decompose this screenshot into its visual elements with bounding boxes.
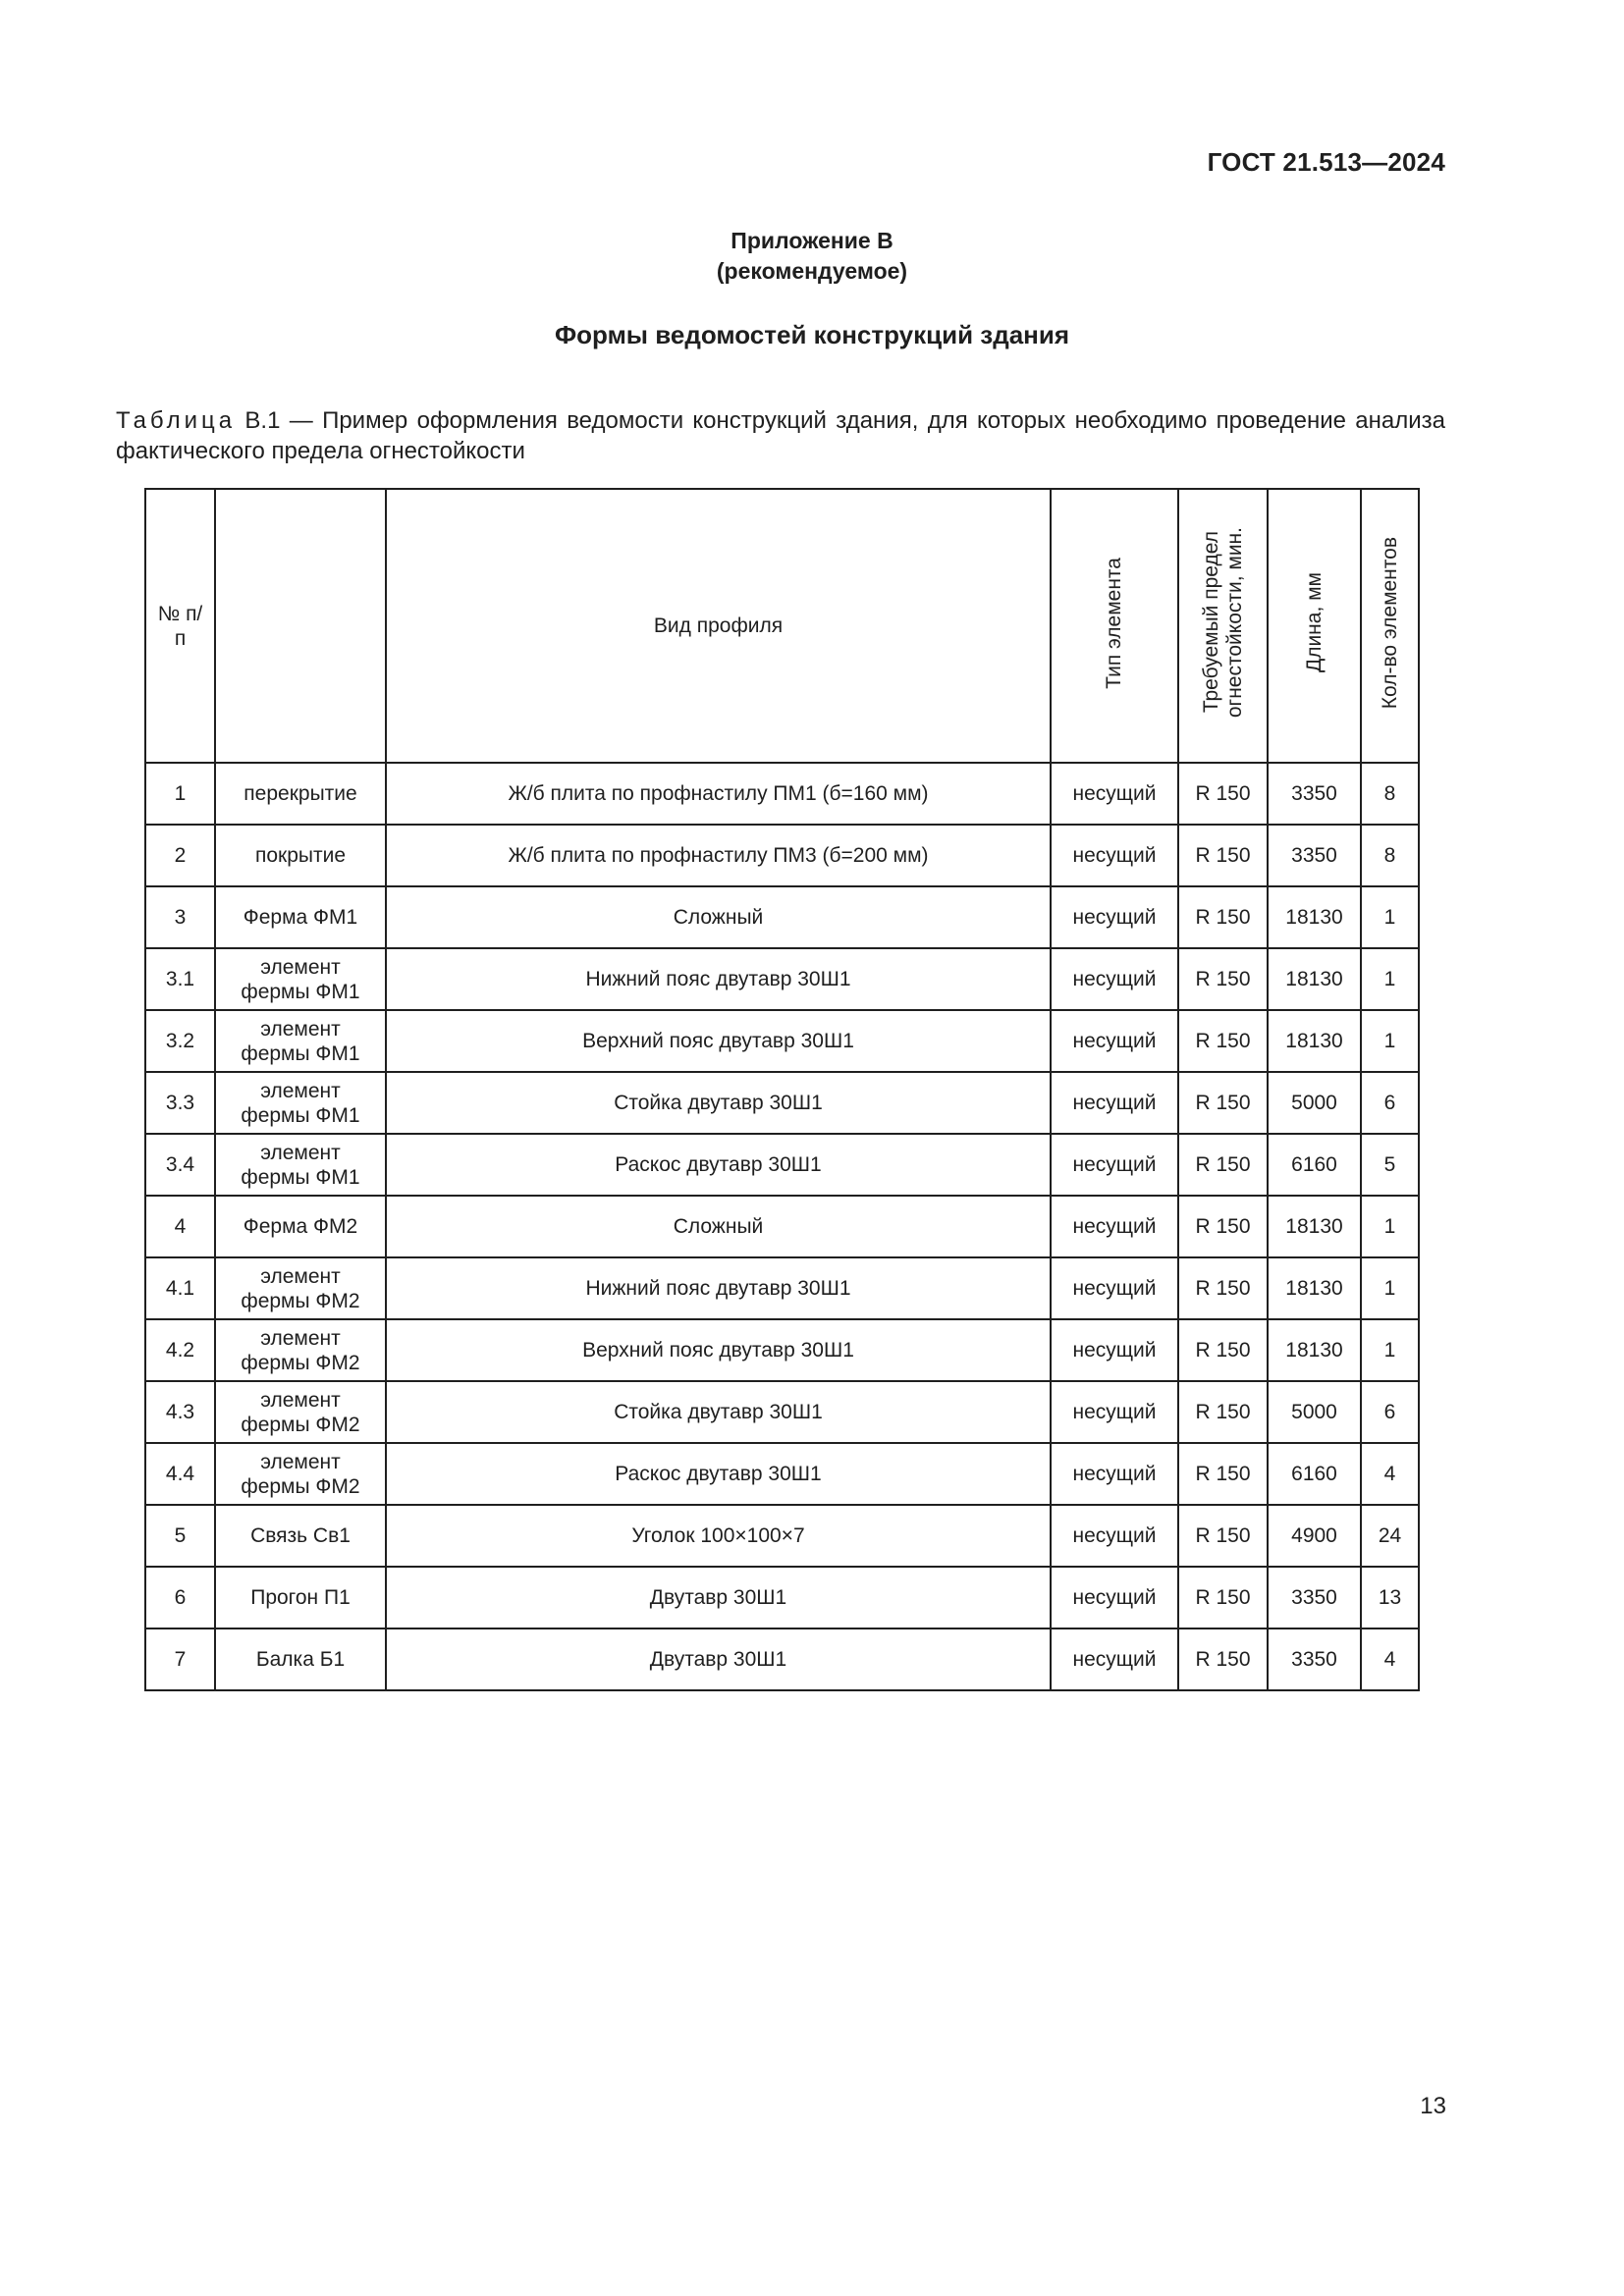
row-profile-cell: Сложный bbox=[386, 886, 1051, 948]
row-fire-limit-cell: R 150 bbox=[1178, 1629, 1268, 1690]
appendix-status: (рекомендуемое) bbox=[716, 258, 908, 284]
header-length bbox=[1268, 489, 1361, 763]
table-row bbox=[145, 1443, 1419, 1505]
row-length-cell: 5000 bbox=[1268, 1072, 1361, 1134]
row-name-cell: элемент фермы ФМ1 bbox=[215, 948, 386, 1010]
row-length-cell: 4900 bbox=[1268, 1505, 1361, 1567]
row-fire-limit-cell: R 150 bbox=[1178, 886, 1268, 948]
row-num-cell: 4 bbox=[145, 1196, 215, 1257]
row-profile-cell: Нижний пояс двутавр 30Ш1 bbox=[386, 1257, 1051, 1319]
table-caption-text: В.1 — Пример оформления ведомости конструкций здания, для которых необходимо проведение анализа фактического предела огнестойкости bbox=[116, 407, 1445, 464]
row-name-cell: покрытие bbox=[215, 825, 386, 886]
row-profile-cell: Верхний пояс двутавр 30Ш1 bbox=[386, 1319, 1051, 1381]
row-count-cell: 4 bbox=[1361, 1629, 1419, 1690]
row-name-cell: Ферма ФМ2 bbox=[215, 1196, 386, 1257]
table-row bbox=[145, 1196, 1419, 1257]
row-type-cell: несущий bbox=[1051, 1319, 1178, 1381]
row-length-cell: 3350 bbox=[1268, 1629, 1361, 1690]
row-profile-cell: Раскос двутавр 30Ш1 bbox=[386, 1134, 1051, 1196]
structures-table bbox=[144, 488, 1420, 1691]
row-num-cell: 3.2 bbox=[145, 1010, 215, 1072]
header-fire-limit-line1: Требуемый предел bbox=[1199, 531, 1222, 715]
row-fire-limit-cell: R 150 bbox=[1178, 1072, 1268, 1134]
row-length-cell: 18130 bbox=[1268, 886, 1361, 948]
row-name-cell: элемент фермы ФМ1 bbox=[215, 1072, 386, 1134]
row-count-cell: 13 bbox=[1361, 1567, 1419, 1629]
row-length-cell: 18130 bbox=[1268, 1319, 1361, 1381]
section-title: Формы ведомостей конструкций здания bbox=[554, 320, 1070, 349]
row-length-cell: 18130 bbox=[1268, 1257, 1361, 1319]
row-name-cell: элемент фермы ФМ2 bbox=[215, 1381, 386, 1443]
row-length-cell: 6160 bbox=[1268, 1443, 1361, 1505]
document-code: ГОСТ 21.513—2024 bbox=[1207, 147, 1445, 177]
header-fire-limit-label bbox=[1200, 527, 1247, 718]
row-num-cell: 7 bbox=[145, 1629, 215, 1690]
row-count-cell: 24 bbox=[1361, 1505, 1419, 1567]
row-fire-limit-cell: R 150 bbox=[1178, 1505, 1268, 1567]
row-profile-cell: Ж/б плита по профнастилу ПМ3 (б=200 мм) bbox=[386, 825, 1051, 886]
appendix-title: Приложение В bbox=[731, 228, 893, 253]
row-length-cell: 3350 bbox=[1268, 1567, 1361, 1629]
row-profile-cell: Сложный bbox=[386, 1196, 1051, 1257]
table-body bbox=[145, 763, 1419, 1690]
row-fire-limit-cell: R 150 bbox=[1178, 1319, 1268, 1381]
table-row bbox=[145, 1257, 1419, 1319]
row-num-cell: 3.1 bbox=[145, 948, 215, 1010]
table-row bbox=[145, 1629, 1419, 1690]
row-name-cell: элемент фермы ФМ1 bbox=[215, 1134, 386, 1196]
row-name-cell: Балка Б1 bbox=[215, 1629, 386, 1690]
header-fire-limit bbox=[1178, 489, 1268, 763]
row-profile-cell: Двутавр 30Ш1 bbox=[386, 1629, 1051, 1690]
header-count-label: Кол-во элементов bbox=[1378, 536, 1401, 710]
row-count-cell: 1 bbox=[1361, 1196, 1419, 1257]
row-count-cell: 1 bbox=[1361, 1319, 1419, 1381]
row-length-cell: 18130 bbox=[1268, 1196, 1361, 1257]
row-type-cell: несущий bbox=[1051, 1567, 1178, 1629]
page-number: 13 bbox=[1420, 2093, 1446, 2119]
row-length-cell: 5000 bbox=[1268, 1381, 1361, 1443]
header-num: № п/п bbox=[145, 489, 215, 763]
row-profile-cell: Верхний пояс двутавр 30Ш1 bbox=[386, 1010, 1051, 1072]
row-num-cell: 3.4 bbox=[145, 1134, 215, 1196]
table-row bbox=[145, 1134, 1419, 1196]
table-header-row bbox=[145, 489, 1419, 763]
row-num-cell: 4.3 bbox=[145, 1381, 215, 1443]
row-num-cell: 1 bbox=[145, 763, 215, 825]
table-row bbox=[145, 1072, 1419, 1134]
row-length-cell: 18130 bbox=[1268, 948, 1361, 1010]
row-length-cell: 3350 bbox=[1268, 763, 1361, 825]
row-count-cell: 8 bbox=[1361, 825, 1419, 886]
row-fire-limit-cell: R 150 bbox=[1178, 1257, 1268, 1319]
row-type-cell: несущий bbox=[1051, 948, 1178, 1010]
row-num-cell: 5 bbox=[145, 1505, 215, 1567]
row-num-cell: 4.2 bbox=[145, 1319, 215, 1381]
row-type-cell: несущий bbox=[1051, 825, 1178, 886]
row-name-cell: элемент фермы ФМ1 bbox=[215, 1010, 386, 1072]
row-profile-cell: Стойка двутавр 30Ш1 bbox=[386, 1072, 1051, 1134]
row-fire-limit-cell: R 150 bbox=[1178, 763, 1268, 825]
table-row bbox=[145, 1567, 1419, 1629]
row-type-cell: несущий bbox=[1051, 1381, 1178, 1443]
table-row bbox=[145, 825, 1419, 886]
row-profile-cell: Уголок 100×100×7 bbox=[386, 1505, 1051, 1567]
header-profile: Вид профиля bbox=[386, 489, 1051, 763]
row-name-cell: перекрытие bbox=[215, 763, 386, 825]
header-fire-limit-line2: огнестойкости, мин. bbox=[1222, 527, 1246, 719]
row-type-cell: несущий bbox=[1051, 1196, 1178, 1257]
table-row bbox=[145, 886, 1419, 948]
row-count-cell: 5 bbox=[1361, 1134, 1419, 1196]
row-fire-limit-cell: R 150 bbox=[1178, 825, 1268, 886]
row-num-cell: 6 bbox=[145, 1567, 215, 1629]
table-caption bbox=[116, 405, 1445, 466]
row-fire-limit-cell: R 150 bbox=[1178, 948, 1268, 1010]
table-caption-label: Таблица bbox=[116, 407, 237, 434]
table-row bbox=[145, 763, 1419, 825]
row-type-cell: несущий bbox=[1051, 886, 1178, 948]
header-length-label: Длина, мм bbox=[1302, 572, 1326, 673]
row-count-cell: 1 bbox=[1361, 1257, 1419, 1319]
row-count-cell: 8 bbox=[1361, 763, 1419, 825]
row-count-cell: 1 bbox=[1361, 948, 1419, 1010]
row-profile-cell: Двутавр 30Ш1 bbox=[386, 1567, 1051, 1629]
row-type-cell: несущий bbox=[1051, 1257, 1178, 1319]
row-profile-cell: Стойка двутавр 30Ш1 bbox=[386, 1381, 1051, 1443]
row-count-cell: 1 bbox=[1361, 1010, 1419, 1072]
row-fire-limit-cell: R 150 bbox=[1178, 1443, 1268, 1505]
row-type-cell: несущий bbox=[1051, 1629, 1178, 1690]
row-num-cell: 4.4 bbox=[145, 1443, 215, 1505]
row-num-cell: 2 bbox=[145, 825, 215, 886]
row-type-cell: несущий bbox=[1051, 1134, 1178, 1196]
table-row bbox=[145, 1319, 1419, 1381]
table-row bbox=[145, 1505, 1419, 1567]
row-fire-limit-cell: R 150 bbox=[1178, 1381, 1268, 1443]
header-count bbox=[1361, 489, 1419, 763]
row-type-cell: несущий bbox=[1051, 1072, 1178, 1134]
appendix-heading bbox=[0, 226, 1624, 287]
table-row bbox=[145, 1010, 1419, 1072]
row-num-cell: 4.1 bbox=[145, 1257, 215, 1319]
row-name-cell: элемент фермы ФМ2 bbox=[215, 1319, 386, 1381]
header-type-label: Тип элемента bbox=[1103, 557, 1125, 689]
row-length-cell: 6160 bbox=[1268, 1134, 1361, 1196]
header-name bbox=[215, 489, 386, 763]
row-count-cell: 1 bbox=[1361, 886, 1419, 948]
row-count-cell: 4 bbox=[1361, 1443, 1419, 1505]
row-profile-cell: Раскос двутавр 30Ш1 bbox=[386, 1443, 1051, 1505]
row-fire-limit-cell: R 150 bbox=[1178, 1196, 1268, 1257]
row-length-cell: 18130 bbox=[1268, 1010, 1361, 1072]
row-name-cell: элемент фермы ФМ2 bbox=[215, 1443, 386, 1505]
row-fire-limit-cell: R 150 bbox=[1178, 1567, 1268, 1629]
header-type bbox=[1051, 489, 1178, 763]
row-type-cell: несущий bbox=[1051, 1505, 1178, 1567]
row-name-cell: Связь Св1 bbox=[215, 1505, 386, 1567]
row-length-cell: 3350 bbox=[1268, 825, 1361, 886]
row-fire-limit-cell: R 150 bbox=[1178, 1134, 1268, 1196]
row-profile-cell: Нижний пояс двутавр 30Ш1 bbox=[386, 948, 1051, 1010]
row-name-cell: элемент фермы ФМ2 bbox=[215, 1257, 386, 1319]
row-name-cell: Ферма ФМ1 bbox=[215, 886, 386, 948]
table-row bbox=[145, 1381, 1419, 1443]
row-type-cell: несущий bbox=[1051, 763, 1178, 825]
row-count-cell: 6 bbox=[1361, 1381, 1419, 1443]
row-num-cell: 3 bbox=[145, 886, 215, 948]
row-type-cell: несущий bbox=[1051, 1443, 1178, 1505]
row-profile-cell: Ж/б плита по профнастилу ПМ1 (б=160 мм) bbox=[386, 763, 1051, 825]
row-num-cell: 3.3 bbox=[145, 1072, 215, 1134]
row-count-cell: 6 bbox=[1361, 1072, 1419, 1134]
table-row bbox=[145, 948, 1419, 1010]
row-type-cell: несущий bbox=[1051, 1010, 1178, 1072]
row-name-cell: Прогон П1 bbox=[215, 1567, 386, 1629]
row-fire-limit-cell: R 150 bbox=[1178, 1010, 1268, 1072]
